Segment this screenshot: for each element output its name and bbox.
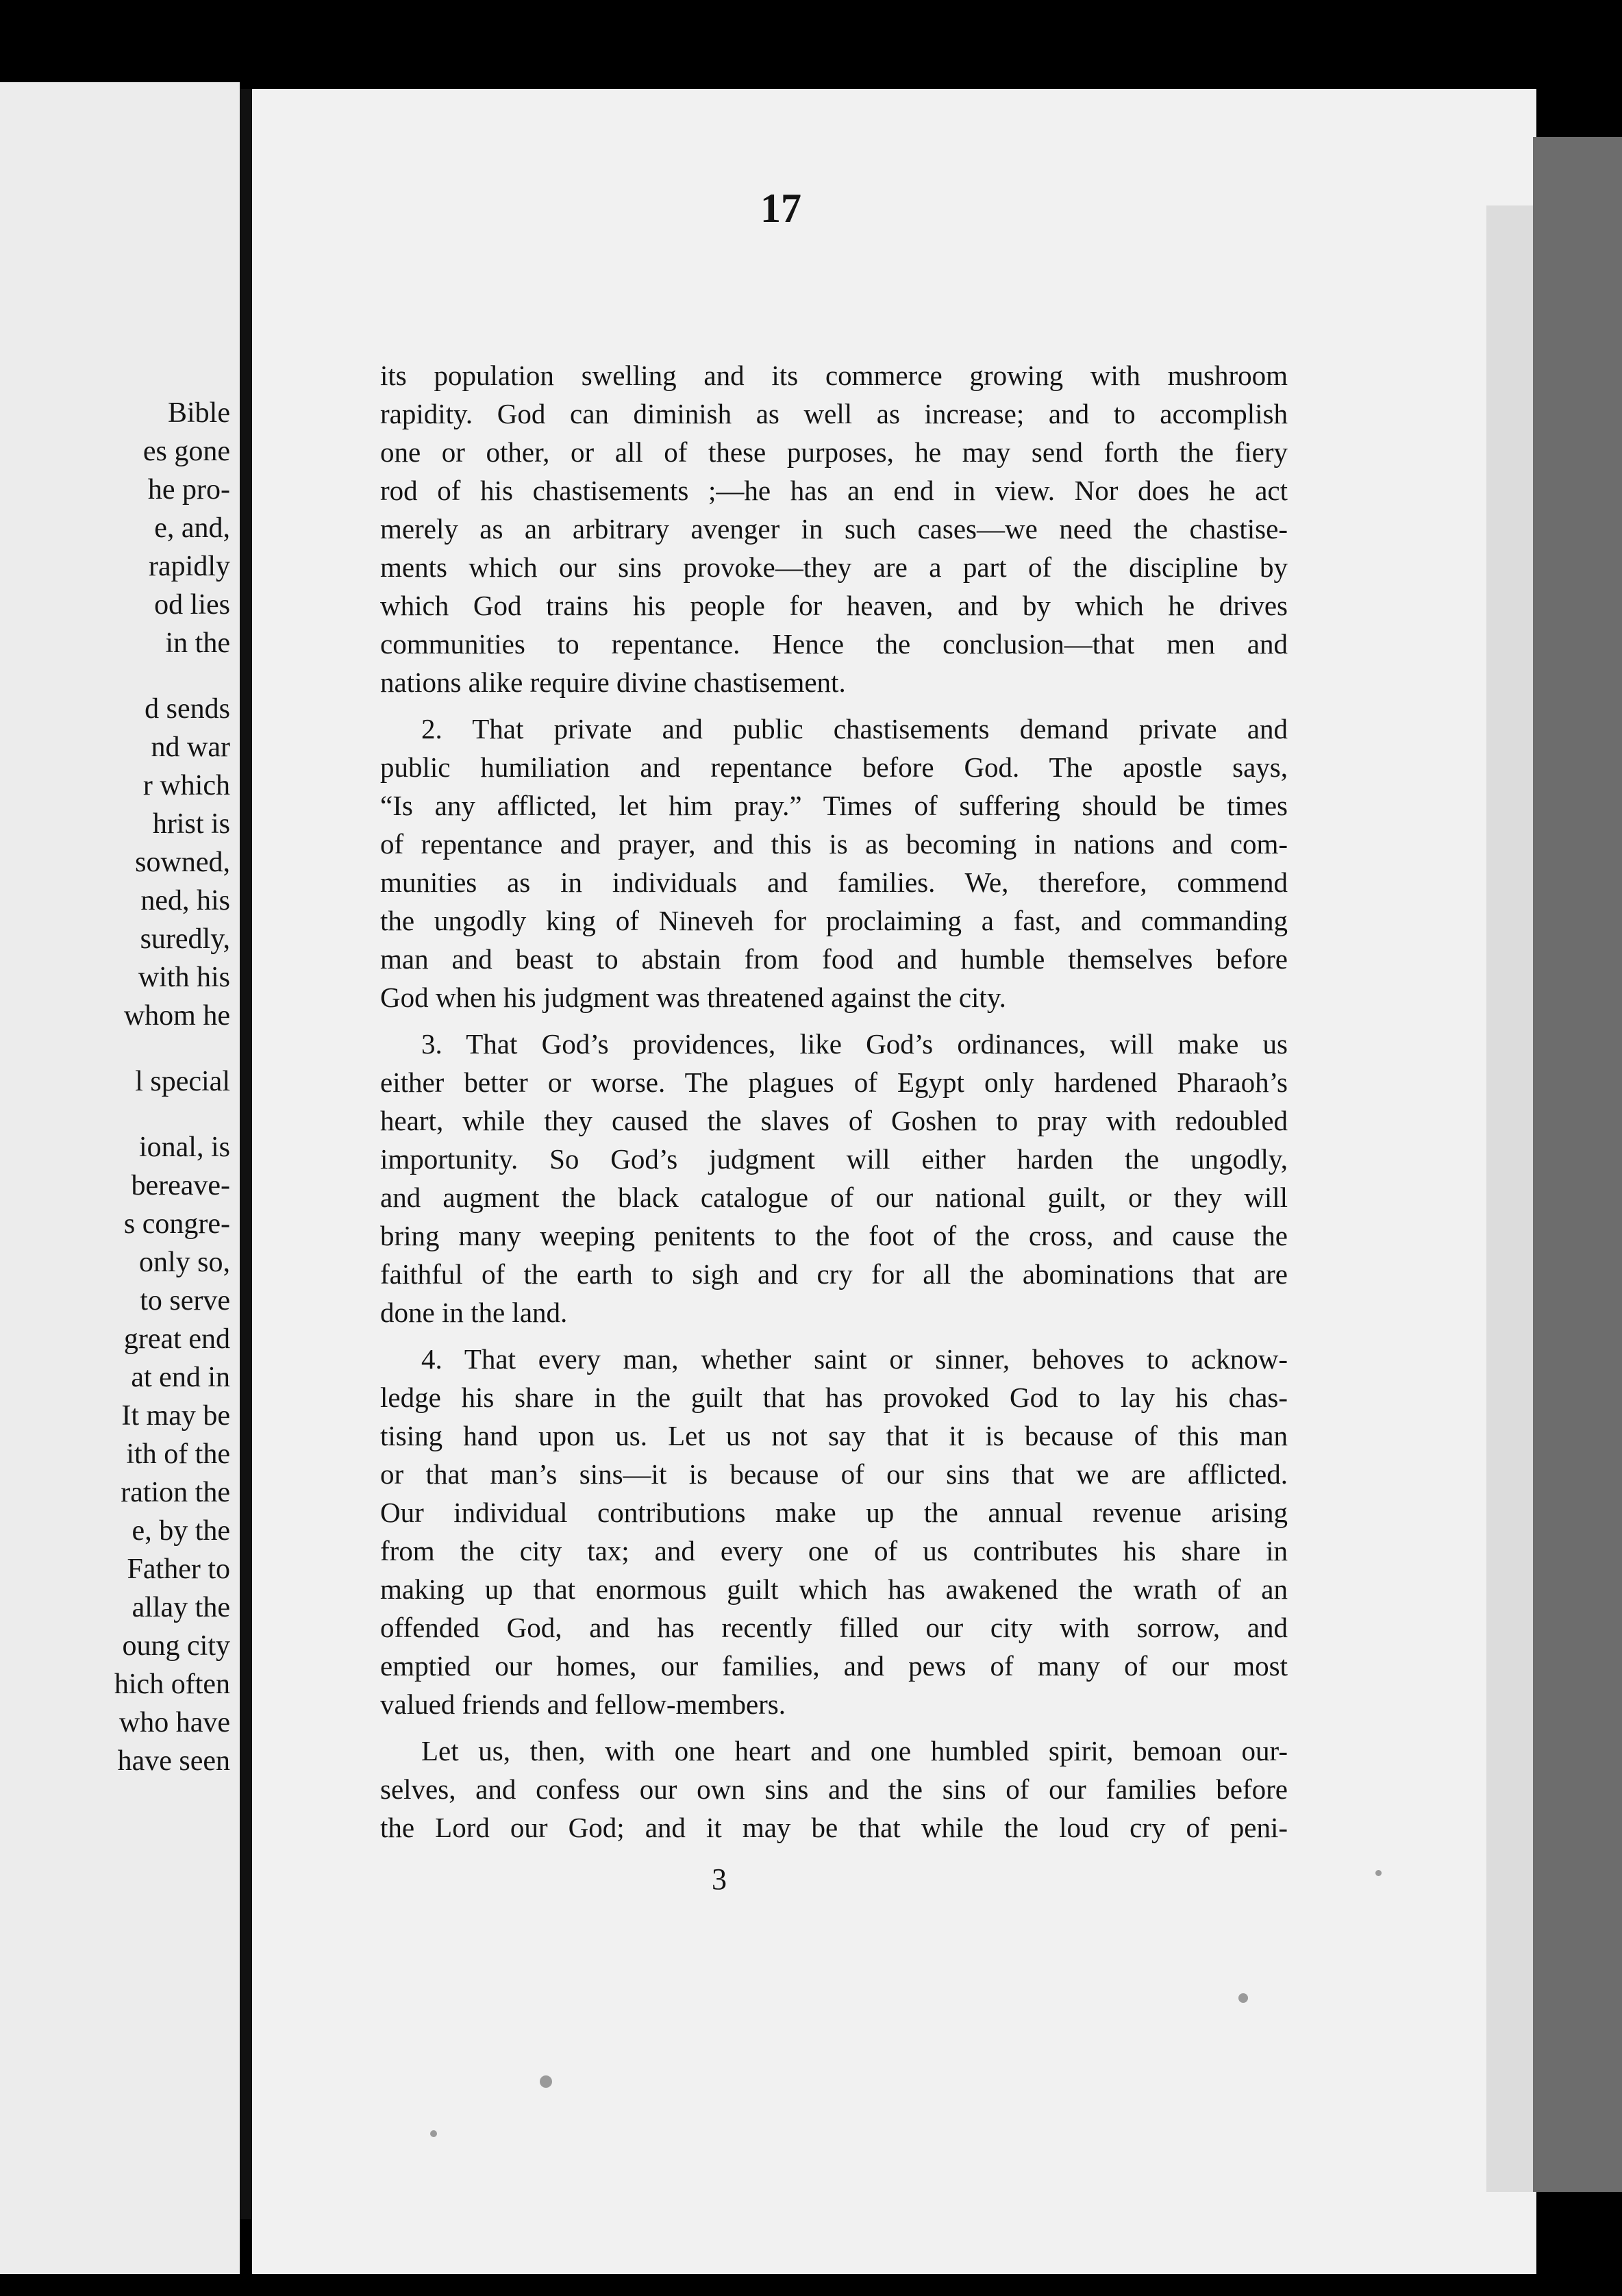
text-line: man and beast to abstain from food and humble themselves before xyxy=(380,943,1288,975)
text-line: communities to repentance. Hence the conclusion—that men and xyxy=(380,628,1288,660)
text-line: and augment the black catalogue of our national guilt, or they will xyxy=(380,1182,1288,1213)
left-fragment: he pro- xyxy=(147,474,230,506)
left-fragment: allay the xyxy=(132,1592,230,1623)
text-line: selves, and confess our own sins and the sins of our families before xyxy=(380,1773,1288,1805)
left-fragment: ional, is xyxy=(139,1132,230,1163)
left-fragment: ration the xyxy=(121,1477,230,1508)
left-fragment: have seen xyxy=(117,1745,230,1777)
text-line: 4. That every man, whether saint or sinner, behoves to acknow- xyxy=(421,1343,1288,1375)
text-line: rapidity. God can diminish as well as increase; and to accomplish xyxy=(380,398,1288,429)
text-line: making up that enormous guilt which has awakened the wrath of an xyxy=(380,1573,1288,1605)
text-line: “Is any afflicted, let him pray.” Times of suffering should be times xyxy=(380,790,1288,821)
text-line: its population swelling and its commerce growing with mushroom xyxy=(380,360,1288,391)
left-fragment: oung city xyxy=(122,1630,230,1662)
left-fragment: ned, his xyxy=(140,885,230,916)
left-fragment: whom he xyxy=(123,1000,230,1032)
left-fragment: hrist is xyxy=(152,808,230,840)
left-fragment: r which xyxy=(142,770,230,801)
left-fragment: Bible xyxy=(168,397,230,429)
signature-mark: 3 xyxy=(712,1862,727,1896)
left-page xyxy=(0,82,240,2274)
text-line: from the city tax; and every one of us contributes his share in xyxy=(380,1535,1288,1567)
text-line: emptied our homes, our families, and pews of many of our most xyxy=(380,1650,1288,1682)
left-fragment: at end in xyxy=(131,1362,230,1393)
left-fragment: with his xyxy=(138,962,230,993)
text-line: faithful of the earth to sigh and cry for all the abominations that are xyxy=(380,1258,1288,1290)
left-fragment: ith of the xyxy=(126,1438,230,1470)
left-fragment: rapidly xyxy=(149,551,230,582)
text-line: Our individual contributions make up the annual revenue arising xyxy=(380,1497,1288,1528)
left-fragment: Father to xyxy=(127,1553,230,1585)
text-line: bring many weeping penitents to the foot of the cross, and cause the xyxy=(380,1220,1288,1251)
left-fragment: s congre- xyxy=(123,1208,230,1240)
left-fragment: e, by the xyxy=(132,1515,230,1547)
text-line: heart, while they caused the slaves of Goshen to pray with redoubled xyxy=(380,1105,1288,1136)
text-line: God when his judgment was threatened against the city. xyxy=(380,982,1006,1013)
text-line: merely as an arbitrary avenger in such cases—we need the chastise- xyxy=(380,513,1288,545)
text-line: rod of his chastisements ;—he has an end in view. Nor does he act xyxy=(380,475,1288,506)
left-fragment: e, and, xyxy=(154,512,230,544)
left-fragment: to serve xyxy=(140,1285,230,1317)
left-fragment: suredly, xyxy=(140,923,230,955)
left-fragment: od lies xyxy=(154,589,230,621)
left-page-text-fragments xyxy=(4,394,230,1780)
text-line: either better or worse. The plagues of Egypt only hardened Pharaoh’s xyxy=(380,1066,1288,1098)
text-line: or that man’s sins—it is because of our sins that we are afflicted. xyxy=(380,1458,1288,1490)
paper-speck xyxy=(1375,1870,1382,1876)
left-fragment: d sends xyxy=(145,693,230,725)
left-fragment: nd war xyxy=(151,732,230,763)
paper-speck xyxy=(430,2130,437,2137)
left-fragment: sowned, xyxy=(135,847,230,878)
text-line: done in the land. xyxy=(380,1297,568,1328)
left-fragment: It may be xyxy=(121,1400,230,1432)
text-line: Let us, then, with one heart and one humbled spirit, bemoan our- xyxy=(421,1735,1288,1767)
text-line: the ungodly king of Nineveh for proclaiming a fast, and commanding xyxy=(380,905,1288,936)
left-fragment: hich often xyxy=(114,1669,230,1700)
text-line: 3. That God’s providences, like God’s ordinances, will make us xyxy=(421,1028,1288,1060)
text-line: ments which our sins provoke—they are a part of the discipline by xyxy=(380,551,1288,583)
body-text xyxy=(380,356,1288,1847)
left-fragment: l special xyxy=(135,1066,230,1097)
text-line: importunity. So God’s judgment will either harden the ungodly, xyxy=(380,1143,1288,1175)
left-fragment: bereave- xyxy=(131,1170,230,1201)
text-line: which God trains his people for heaven, and by which he drives xyxy=(380,590,1288,621)
text-line: ledge his share in the guilt that has provoked God to lay his chas- xyxy=(380,1382,1288,1413)
text-line: public humiliation and repentance before God. The apostle says, xyxy=(380,751,1288,783)
left-fragment: es gone xyxy=(142,436,230,467)
text-line: valued friends and fellow-members. xyxy=(380,1688,786,1720)
text-line: nations alike require divine chastisement. xyxy=(380,666,846,698)
paper-speck xyxy=(1238,1993,1248,2003)
text-line: offended God, and has recently filled our city with sorrow, and xyxy=(380,1612,1288,1643)
page-edge-band xyxy=(1486,205,1534,2192)
left-fragment: who have xyxy=(118,1707,230,1738)
text-line: of repentance and prayer, and this is as becoming in nations and com- xyxy=(380,828,1288,860)
page-edge-shadow xyxy=(1533,137,1622,2192)
text-line: 2. That private and public chastisements demand private and xyxy=(421,713,1288,745)
text-line: one or other, or all of these purposes, he may send forth the fiery xyxy=(380,436,1288,468)
left-fragment: in the xyxy=(165,627,230,659)
text-line: the Lord our God; and it may be that while the loud cry of peni- xyxy=(380,1812,1288,1843)
page-number: 17 xyxy=(760,186,801,231)
paper-speck xyxy=(540,2075,552,2088)
text-line: tising hand upon us. Let us not say that it is because of this man xyxy=(380,1420,1288,1451)
left-fragment: only so, xyxy=(138,1247,230,1278)
text-line: munities as in individuals and families. We, therefore, commend xyxy=(380,866,1288,898)
book-gutter xyxy=(240,89,252,2219)
left-fragment: great end xyxy=(123,1323,230,1355)
